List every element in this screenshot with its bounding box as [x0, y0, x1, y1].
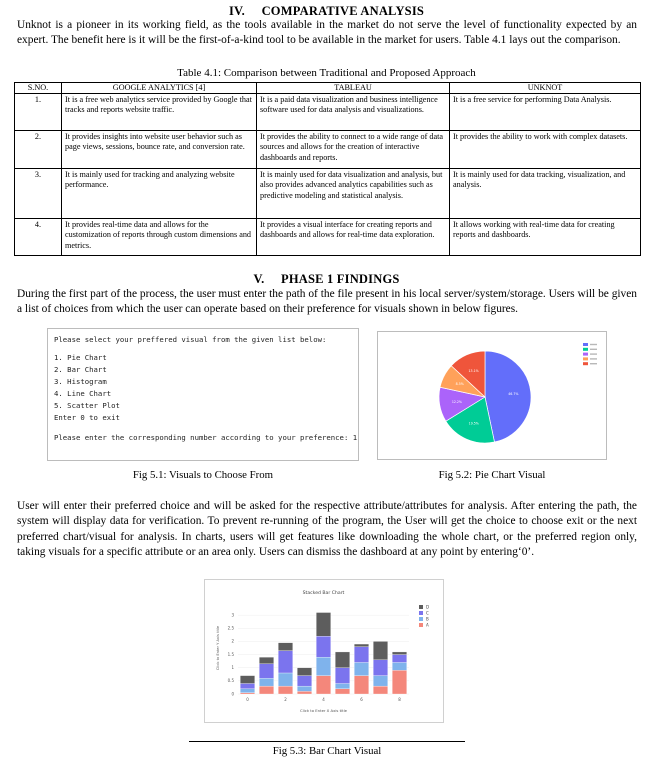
bar-segment: [392, 652, 406, 655]
bar-segment: [354, 647, 368, 663]
cell-unknot: It provides the ability to work with complex datasets.: [450, 131, 641, 169]
y-axis-title[interactable]: Click to Enter Y Axis title: [216, 625, 220, 671]
terminal-screenshot: [47, 328, 359, 461]
fig2-caption: Fig 5.2: Pie Chart Visual: [438, 469, 546, 481]
terminal-option: 5. Scatter Plot: [54, 401, 120, 410]
section-heading-phase1: V. PHASE 1 FINDINGS: [253, 272, 400, 286]
terminal-option: 2. Bar Chart: [54, 365, 107, 374]
legend-label: C: [426, 610, 429, 616]
bar-segment: [278, 673, 292, 686]
fig3-caption: Fig 5.3: Bar Chart Visual: [272, 745, 382, 757]
bar-segment: [335, 683, 349, 688]
y-tick-label: 3: [231, 612, 234, 618]
y-tick-label: 0: [231, 691, 234, 697]
pie-slice-label: 19.5%: [468, 421, 479, 426]
col-header-unknot: UNKNOT: [450, 83, 641, 94]
bar-segment: [335, 652, 349, 668]
legend-swatch: [583, 348, 588, 351]
bar-segment: [278, 651, 292, 673]
bar-segment: [316, 676, 330, 694]
cell-tableau: It is a paid data visualization and business intelligence software used for data analysis and visualizations.: [257, 94, 450, 131]
cell-unknot: It is a free service for performing Data Analysis.: [450, 94, 641, 131]
legend-swatch: [583, 353, 588, 356]
y-tick-label: 1: [231, 665, 234, 671]
cell-google: It provides insights into website user behavior such as page views, sessions, bounce rate, and conversion rate.: [62, 131, 257, 169]
terminal-option: 3. Histogram: [54, 377, 107, 386]
cell-tableau: It provides a visual interface for creating reports and dashboards and allows for real-time data exploration.: [257, 219, 450, 256]
legend-entry: [590, 353, 597, 354]
table-caption: Table 4.1: Comparison between Traditional and Proposed Approach: [177, 67, 476, 79]
cell-google: It is a free web analytics service provided by Google that tracks and reports website traffic.: [62, 94, 257, 131]
caption-rule: [189, 741, 465, 742]
cell-google: It is mainly used for tracking and analyzing website performance.: [62, 169, 257, 219]
legend-swatch: [419, 617, 423, 621]
legend-entry: [590, 344, 597, 345]
table-header-row: [15, 83, 641, 94]
table-row: [15, 94, 641, 131]
cell-unknot: It allows working with real-time data for creating reports and dashboards.: [450, 219, 641, 256]
bar-segment: [392, 662, 406, 670]
legend-entry: [590, 358, 597, 359]
bar-segment: [354, 644, 368, 647]
y-tick-label: 1.5: [227, 651, 234, 657]
bar-segment: [335, 689, 349, 694]
bar-segment: [259, 678, 273, 686]
x-tick-label: 4: [322, 697, 325, 702]
bar-segment: [373, 641, 387, 659]
legend-swatch: [419, 605, 423, 609]
legend-label: A: [426, 622, 429, 628]
bar-segment: [240, 676, 254, 684]
bar-chart-figure: [204, 579, 444, 723]
pie-chart-figure: [377, 331, 607, 460]
y-tick-label: 2.5: [227, 625, 234, 631]
y-tick-label: 2: [231, 638, 234, 644]
cell-sno: 2.: [15, 131, 62, 169]
table-row: [15, 131, 641, 169]
bar-segment: [392, 655, 406, 663]
legend-swatch: [419, 611, 423, 615]
pie-slice-label: 8.5%: [455, 382, 464, 387]
cell-tableau: It provides the ability to connect to a wide range of data sources and allows for the creation of interactive dashboards and reports.: [257, 131, 450, 169]
terminal-final-prompt: Please enter the corresponding number according to your preference: 1: [54, 433, 358, 442]
col-header-sno: S.NO.: [15, 83, 62, 94]
legend-entry: [590, 349, 597, 350]
bar-segment: [278, 686, 292, 694]
cell-sno: 1.: [15, 94, 62, 131]
cell-unknot: It is mainly used for data tracking, visualization, and analysis.: [450, 169, 641, 219]
terminal-option: Enter 0 to exit: [54, 413, 120, 422]
y-tick-label: 0.5: [227, 678, 234, 684]
bar-segment: [297, 676, 311, 687]
bar-segment: [259, 664, 273, 678]
section-heading-comparative: IV. COMPARATIVE ANALYSIS: [228, 4, 425, 18]
col-header-google: GOOGLE ANALYTICS [4]: [62, 83, 257, 94]
chart-title: Stacked Bar Chart: [302, 591, 345, 596]
legend-entry: [590, 363, 597, 364]
col-header-tableau: TABLEAU: [257, 83, 450, 94]
bar-segment: [373, 686, 387, 694]
bar-segment: [354, 676, 368, 694]
x-tick-label: 2: [284, 697, 287, 702]
x-tick-label: 0: [246, 697, 249, 702]
bar-segment: [240, 689, 254, 693]
bar-segment: [297, 686, 311, 691]
bar-segment: [316, 613, 330, 637]
bar-segment: [259, 686, 273, 694]
legend-swatch: [583, 362, 588, 365]
bar-segment: [297, 668, 311, 676]
terminal-option: 4. Line Chart: [54, 389, 112, 398]
phase1-paragraph-2: User will enter their preferred choice and will be asked for the respective attribute/attributes for analysis. After entering the path, the system will display data for verification. To prevent re-running of the program, the User will get the choice to choose exit or the next preferred chart/visual for analysis. In charts, users will get features like downloading the whole chart, or the preferred region only, taking visuals for a specific attribute or an area only. Users can dismiss the dashboard at any point by entering‘0’.: [17, 500, 637, 559]
pie-chart: [378, 332, 606, 459]
legend-label: B: [426, 616, 429, 622]
bar-segment: [240, 683, 254, 688]
pie-slice-label: 13.1%: [468, 369, 479, 374]
bar-segment: [373, 660, 387, 676]
cell-tableau: It is mainly used for data visualization and analysis, but also provides advanced analytics capabilities such as predictive modeling and statistical analysis.: [257, 169, 450, 219]
table-row: [15, 219, 641, 256]
bar-segment: [316, 636, 330, 657]
bar-segment: [259, 657, 273, 664]
bar-segment: [297, 691, 311, 694]
x-axis-title[interactable]: Click to Enter X Axis title: [300, 708, 347, 713]
fig1-caption: Fig 5.1: Visuals to Choose From: [132, 469, 274, 481]
bar-segment: [278, 643, 292, 651]
cell-sno: 3.: [15, 169, 62, 219]
terminal-prompt: Please select your preffered visual from the given list below:: [54, 335, 327, 344]
x-tick-label: 8: [398, 697, 401, 702]
x-tick-label: 6: [360, 697, 363, 702]
phase1-paragraph-1: During the first part of the process, the user must enter the path of the file present in his local server/system/storage. Users will be given a list of choices from which the user can operate based on their preference for visuals shown in below figures.: [17, 288, 637, 316]
comparative-paragraph: Unknot is a pioneer in its working field, as the tools available in the market do not serve the level of functionality expected by an expert. The benefit here is it will be the first-of-a-kind tool to be available in the market for users. Table 4.1 lays out the comparison.: [17, 19, 637, 47]
stacked-bar-chart: [205, 580, 443, 722]
legend-label: D: [426, 604, 430, 610]
cell-sno: 4.: [15, 219, 62, 256]
legend-swatch: [583, 343, 588, 346]
bar-segment: [373, 676, 387, 687]
bar-segment: [354, 662, 368, 675]
bar-segment: [335, 668, 349, 684]
pie-slice-label: 46.7%: [508, 392, 519, 397]
comparison-table: [14, 82, 641, 256]
bar-segment: [240, 693, 254, 694]
bar-segment: [392, 670, 406, 694]
legend-swatch: [419, 623, 423, 627]
cell-google: It provides real-time data and allows for the customization of reports through custom dimensions and metrics.: [62, 219, 257, 256]
legend-swatch: [583, 357, 588, 360]
table-row: [15, 169, 641, 219]
bar-segment: [316, 657, 330, 675]
terminal-option: 1. Pie Chart: [54, 353, 107, 362]
pie-slice-label: 12.2%: [451, 400, 462, 405]
